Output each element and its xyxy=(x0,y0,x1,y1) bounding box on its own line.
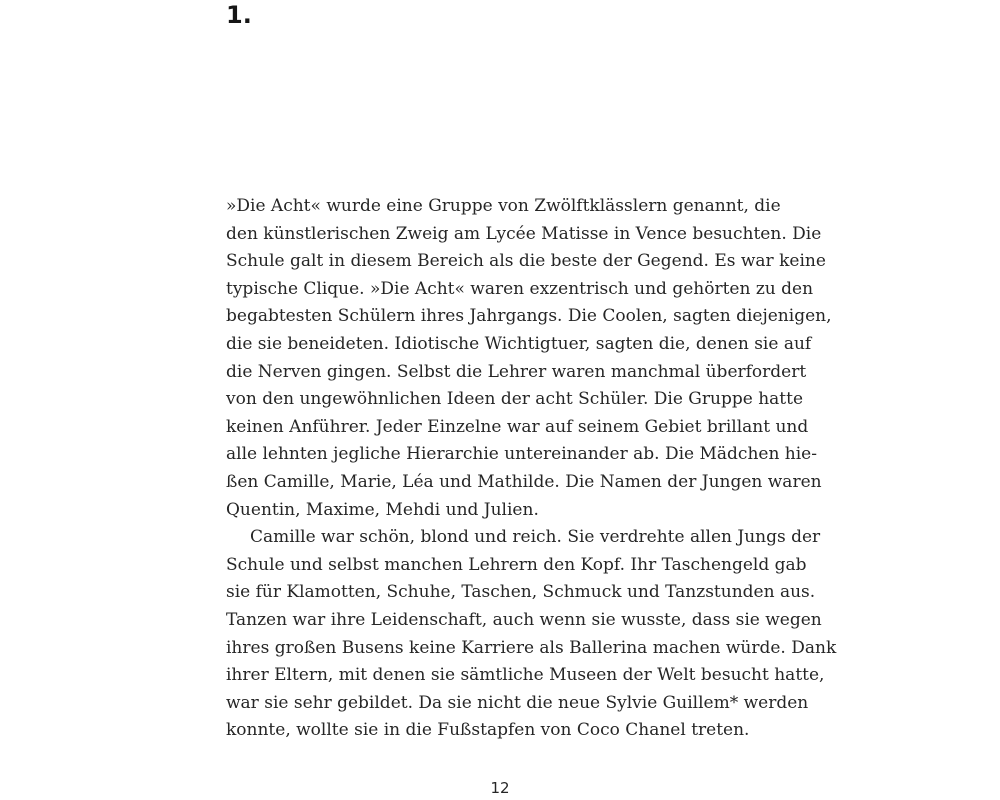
text-line: war sie sehr gebildet. Da sie nicht die neue Sylvie Guillem* werden xyxy=(226,692,809,713)
text-line: Quentin, Maxime, Mehdi und Julien. xyxy=(226,499,539,520)
text-line: den künstlerischen Zweig am Lycée Matisse in Vence besuchten. Die xyxy=(226,223,822,244)
chapter-number: 1. xyxy=(226,1,252,29)
text-line: keinen Anführer. Jeder Einzelne war auf seinem Gebiet brillant und xyxy=(226,416,809,437)
text-line: alle lehnten jegliche Hierarchie untereinander ab. Die Mädchen hie- xyxy=(226,444,817,465)
text-line: die Nerven gingen. Selbst die Lehrer waren manchmal überfordert xyxy=(226,361,807,382)
text-line: Camille war schön, blond und reich. Sie verdrehte allen Jungs der xyxy=(250,527,821,548)
text-line: ßen Camille, Marie, Léa und Mathilde. Die Namen der Jungen waren xyxy=(226,471,822,492)
text-line: begabtesten Schülern ihres Jahrgangs. Die Coolen, sagten diejenigen, xyxy=(226,306,832,327)
text-line: sie für Klamotten, Schuhe, Taschen, Schmuck und Tanzstunden aus. xyxy=(226,582,816,603)
text-line: von den ungewöhnlichen Ideen der acht Schüler. Die Gruppe hatte xyxy=(226,389,804,410)
text-line: »Die Acht« wurde eine Gruppe von Zwölftklässlern genannt, die xyxy=(226,196,781,216)
text-line: konnte, wollte sie in die Fußstapfen von Coco Chanel treten. xyxy=(226,720,750,741)
body-text xyxy=(226,193,837,745)
text-line: Schule und selbst manchen Lehrern den Kopf. Ihr Taschengeld gab xyxy=(226,554,807,575)
text-line: die sie beneideten. Idiotische Wichtigtuer, sagten die, denen sie auf xyxy=(226,333,812,354)
page-number: 12 xyxy=(490,779,510,797)
text-line: ihres großen Busens keine Karriere als Ballerina machen würde. Dank xyxy=(226,637,837,658)
text-line: Schule galt in diesem Bereich als die beste der Gegend. Es war keine xyxy=(226,251,826,272)
text-line: ihrer Eltern, mit denen sie sämtliche Museen der Welt besucht hatte, xyxy=(226,665,825,686)
text-line: Tanzen war ihre Leidenschaft, auch wenn sie wusste, dass sie wegen xyxy=(226,609,822,630)
text-line: typische Clique. »Die Acht« waren exzentrisch und gehörten zu den xyxy=(226,278,814,299)
